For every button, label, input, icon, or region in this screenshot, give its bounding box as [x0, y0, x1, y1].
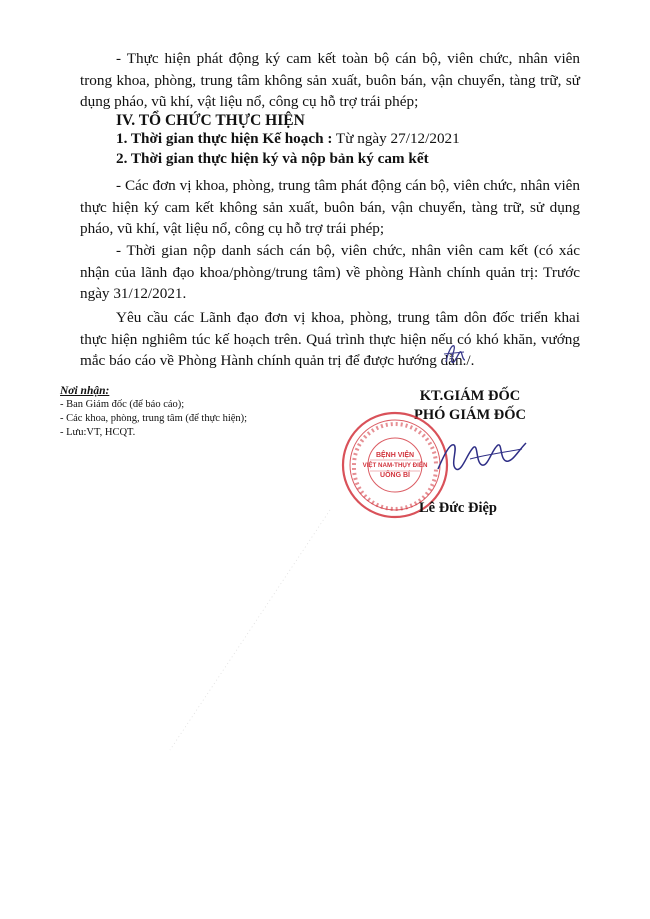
section-item-2-label: 2. Thời gian thực hiện ký và nộp bản ký cam kết: [116, 150, 429, 167]
watermark: [150, 500, 350, 760]
recipients-title: Nơi nhận:: [60, 385, 110, 397]
paragraph-commitment: - Thực hiện phát động ký cam kết toàn bộ cán bộ, viên chức, nhân viên trong khoa, phòng, trung tâm không sản xuất, buôn bán, vận chuyển, tàng trữ, sử dụng pháo, vũ khí, vật liệu nổ, công cụ hỗ trợ trái phép;: [80, 50, 580, 110]
section-heading: IV. TỔ CHỨC THỰC HIỆN: [116, 112, 305, 129]
signature-line-1: KT.GIÁM ĐỐC: [419, 388, 521, 404]
paragraph-request: Yêu cầu các Lãnh đạo đơn vị khoa, phòng, trung tâm dôn đốc triển khai thực hiện nghiêm túc kế hoạch trên. Quá trình thực hiện nếu có khó khăn, vướng mắc báo cáo về Phòng Hành chính quản trị để được hướng dẫn./.: [80, 309, 580, 369]
section-item-1-label: 1. Thời gian thực hiện Kế hoạch :: [116, 130, 333, 147]
paragraph-units: - Các đơn vị khoa, phòng, trung tâm phát động cán bộ, viên chức, nhân viên thực hiện ký cam kết không sản xuất, buôn bán, vận chuyển, tàng trữ, sử dụng pháo, vũ khí, vật liệu nổ, công cụ hỗ trợ trái phép;: [80, 177, 580, 237]
section-item-1: [116, 130, 460, 148]
paragraph-deadline: - Thời gian nộp danh sách cán bộ, viên chức, nhân viên cam kết (có xác nhận của lãnh đạo khoa/phòng/trung tâm) về phòng Hành chính quản trị: Trước ngày 31/12/2021.: [80, 242, 580, 302]
handwritten-signature: [430, 425, 540, 485]
section-item-1-value: Từ ngày 27/12/2021: [332, 130, 460, 147]
seal-text-2: VIỆT NAM-THỤY ĐIỂN: [362, 462, 428, 469]
section-item-2: [116, 150, 429, 168]
seal-text-1: BỆNH VIỆN: [375, 452, 415, 459]
seal-text-3: UÔNG BÍ: [380, 472, 410, 479]
signature-line-2: PHÓ GIÁM ĐỐC: [414, 407, 526, 423]
recipient-item: - Ban Giám đốc (để báo cáo);: [60, 399, 185, 410]
recipient-item: - Lưu:VT, HCQT.: [60, 427, 136, 438]
initial-mark: [440, 340, 470, 368]
recipients-block: [60, 384, 320, 440]
signer-name: Lê Đức Điệp: [419, 500, 497, 516]
recipient-item: - Các khoa, phòng, trung tâm (để thực hiện);: [60, 413, 248, 424]
